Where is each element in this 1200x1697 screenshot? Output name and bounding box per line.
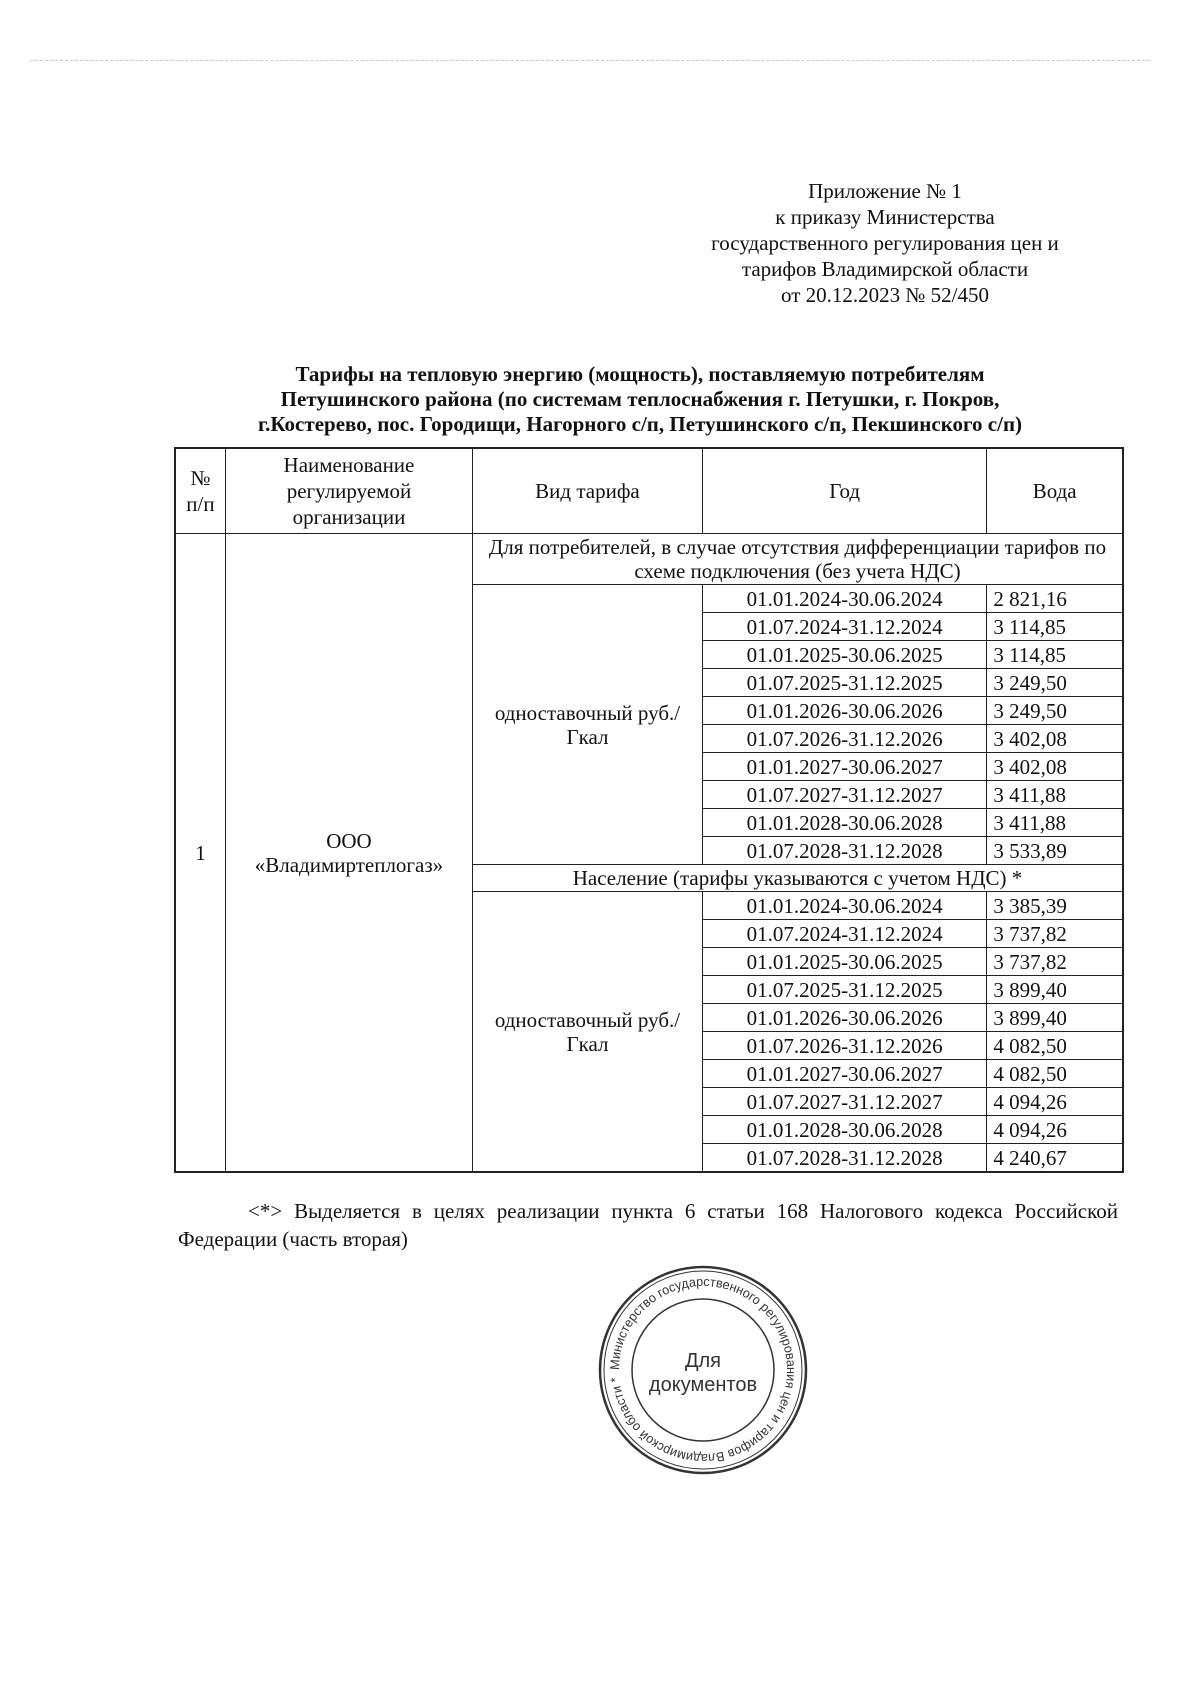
stamp-ring-text: Министерство государственного регулирования цен и тарифов Владимирской области * bbox=[606, 1273, 800, 1467]
header-water: Вода bbox=[987, 448, 1123, 534]
water-value-cell: 3 899,40 bbox=[987, 976, 1123, 1004]
period-cell: 01.07.2024-31.12.2024 bbox=[702, 920, 986, 948]
appendix-line: от 20.12.2023 № 52/450 bbox=[780, 283, 990, 307]
period-cell: 01.07.2027-31.12.2027 bbox=[702, 1088, 986, 1116]
water-value-cell: 3 114,85 bbox=[987, 641, 1123, 669]
period-cell: 01.01.2028-30.06.2028 bbox=[702, 809, 986, 837]
period-cell: 01.01.2025-30.06.2025 bbox=[702, 641, 986, 669]
period-cell: 01.07.2028-31.12.2028 bbox=[702, 837, 986, 865]
water-value-cell: 3 114,85 bbox=[987, 613, 1123, 641]
header-organization: Наименование регулируемой организации bbox=[225, 448, 472, 534]
stamp-center-line2: документов bbox=[648, 1374, 758, 1396]
water-value-cell: 4 082,50 bbox=[987, 1060, 1123, 1088]
period-cell: 01.01.2025-30.06.2025 bbox=[702, 948, 986, 976]
header-num: № п/п bbox=[175, 448, 225, 534]
water-value-cell: 3 385,39 bbox=[987, 892, 1123, 920]
period-cell: 01.01.2026-30.06.2026 bbox=[702, 697, 986, 725]
appendix-line: государственного регулирования цен и bbox=[711, 231, 1059, 255]
appendix-line: Приложение № 1 bbox=[808, 179, 962, 203]
row-number: 1 bbox=[175, 534, 225, 1173]
water-value-cell: 3 402,08 bbox=[987, 753, 1123, 781]
stamp-center-line1: Для bbox=[684, 1350, 722, 1372]
period-cell: 01.07.2025-31.12.2025 bbox=[702, 669, 986, 697]
tariff-table bbox=[174, 447, 1124, 1173]
header-year: Год bbox=[702, 448, 986, 534]
period-cell: 01.07.2025-31.12.2025 bbox=[702, 976, 986, 1004]
tariff-table-body bbox=[175, 534, 1123, 1173]
organization-name: ООО «Владимиртеплогаз» bbox=[225, 534, 472, 1173]
header-tariff-type: Вид тарифа bbox=[473, 448, 703, 534]
title-line: г.Костерево, пос. Городищи, Нагорного с/п, Петушинского с/п, Пекшинского с/п) bbox=[257, 412, 1023, 436]
footnote: <*> Выделяется в целях реализации пункта 6 статьи 168 Налогового кодекса Российской Федерации (часть вторая) bbox=[178, 1199, 1118, 1251]
period-cell: 01.01.2028-30.06.2028 bbox=[702, 1116, 986, 1144]
document-title bbox=[160, 362, 1120, 437]
title-line: Петушинского района (по системам теплоснабжения г. Петушки, г. Покров, bbox=[280, 387, 1000, 411]
period-cell: 01.01.2027-30.06.2027 bbox=[702, 753, 986, 781]
water-value-cell: 3 737,82 bbox=[987, 920, 1123, 948]
water-value-cell: 4 094,26 bbox=[987, 1088, 1123, 1116]
section-title: Население (тарифы указываются с учетом НДС) * bbox=[473, 865, 1124, 892]
period-cell: 01.07.2026-31.12.2026 bbox=[702, 725, 986, 753]
water-value-cell: 3 249,50 bbox=[987, 669, 1123, 697]
official-stamp bbox=[596, 1263, 810, 1477]
water-value-cell: 4 094,26 bbox=[987, 1116, 1123, 1144]
water-value-cell: 2 821,16 bbox=[987, 585, 1123, 613]
appendix-header bbox=[675, 178, 1095, 308]
water-value-cell: 3 249,50 bbox=[987, 697, 1123, 725]
period-cell: 01.07.2024-31.12.2024 bbox=[702, 613, 986, 641]
tariff-type: одноставочный руб./Гкал bbox=[473, 892, 703, 1173]
appendix-line: к приказу Министерства bbox=[775, 205, 995, 229]
title-line: Тарифы на тепловую энергию (мощность), поставляемую потребителям bbox=[295, 362, 985, 386]
appendix-line: тарифов Владимирской области bbox=[741, 257, 1029, 281]
period-cell: 01.01.2024-30.06.2024 bbox=[702, 585, 986, 613]
tariff-type: одноставочный руб./Гкал bbox=[473, 585, 703, 865]
water-value-cell: 3 411,88 bbox=[987, 781, 1123, 809]
scan-artifact-line bbox=[30, 60, 1150, 61]
period-cell: 01.07.2027-31.12.2027 bbox=[702, 781, 986, 809]
water-value-cell: 4 082,50 bbox=[987, 1032, 1123, 1060]
table-header-row bbox=[175, 448, 1123, 534]
water-value-cell: 3 533,89 bbox=[987, 837, 1123, 865]
water-value-cell: 3 899,40 bbox=[987, 1004, 1123, 1032]
water-value-cell: 3 402,08 bbox=[987, 725, 1123, 753]
water-value-cell: 3 737,82 bbox=[987, 948, 1123, 976]
section-title: Для потребителей, в случае отсутствия дифференциации тарифов по схеме подключения (без учета НДС) bbox=[473, 534, 1124, 585]
period-cell: 01.01.2024-30.06.2024 bbox=[702, 892, 986, 920]
period-cell: 01.07.2026-31.12.2026 bbox=[702, 1032, 986, 1060]
water-value-cell: 4 240,67 bbox=[987, 1144, 1123, 1173]
section-header-row bbox=[175, 534, 1123, 585]
period-cell: 01.01.2027-30.06.2027 bbox=[702, 1060, 986, 1088]
water-value-cell: 3 411,88 bbox=[987, 809, 1123, 837]
period-cell: 01.01.2026-30.06.2026 bbox=[702, 1004, 986, 1032]
period-cell: 01.07.2028-31.12.2028 bbox=[702, 1144, 986, 1173]
